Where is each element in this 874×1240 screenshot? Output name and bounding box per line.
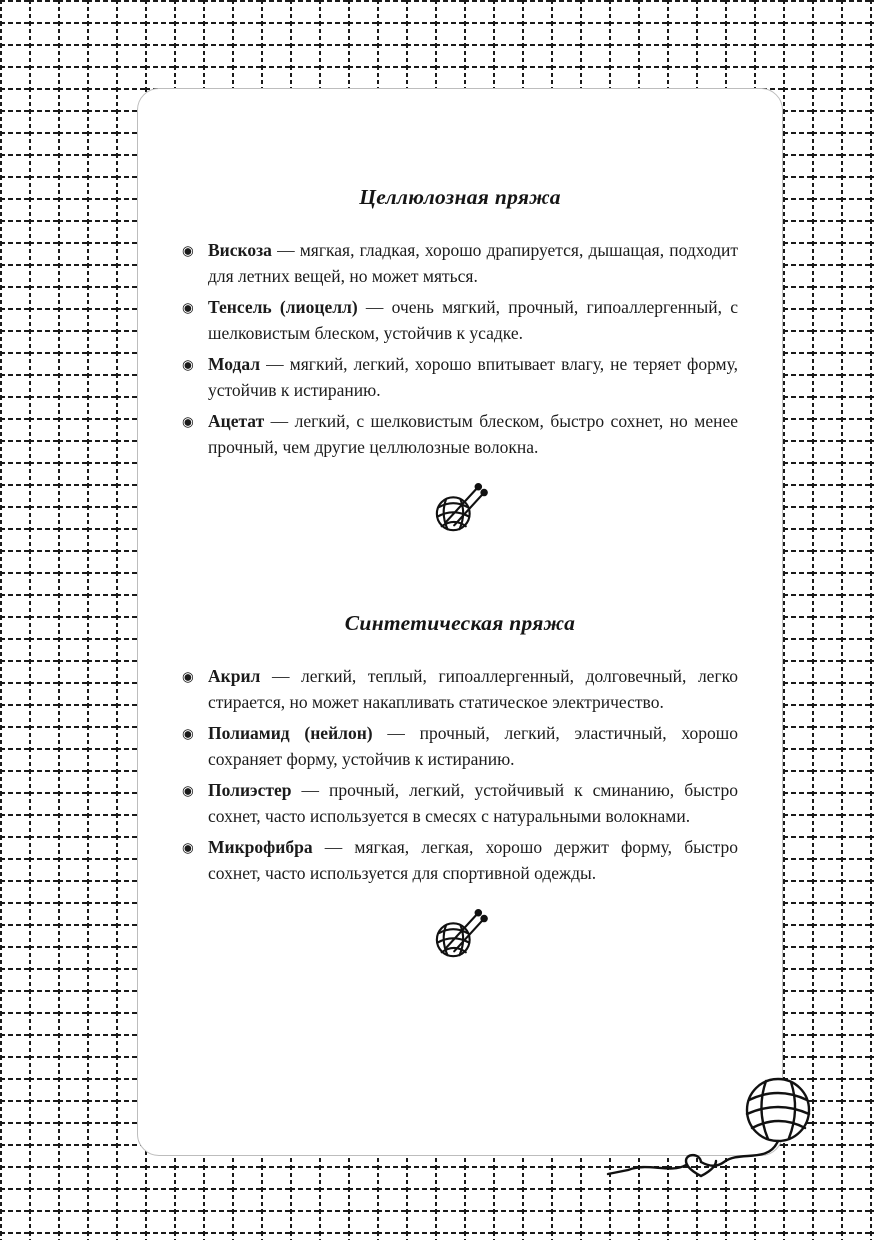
item-desc: — мягкий, легкий, хорошо впитывает влагу, не теряет форму, устойчив к истиранию.	[208, 354, 738, 400]
list-item	[182, 295, 738, 346]
list-item	[182, 238, 738, 289]
item-text	[208, 835, 738, 886]
yarn-list	[182, 664, 738, 886]
section-title: Синтетическая пряжа	[344, 611, 576, 635]
yarn-list	[182, 238, 738, 460]
divider-illustration	[182, 906, 738, 965]
item-text	[208, 295, 738, 346]
list-item	[182, 721, 738, 772]
item-text	[208, 721, 738, 772]
item-desc: — прочный, легкий, эластичный, хорошо сохраняет форму, устойчив к истиранию.	[208, 723, 738, 769]
item-text	[208, 352, 738, 403]
item-desc: — легкий, с шелковистым блеском, быстро сохнет, но менее прочный, чем другие целлюлозные волокна.	[208, 411, 738, 457]
bullet-icon: ◉	[182, 669, 194, 684]
item-term: Полиамид (нейлон)	[208, 723, 373, 743]
section-title: Целлюлозная пряжа	[359, 185, 561, 209]
item-text	[208, 409, 738, 460]
bullet-icon: ◉	[182, 840, 194, 855]
bullet-icon: ◉	[182, 726, 194, 741]
bullet-icon: ◉	[182, 414, 194, 429]
item-desc: — прочный, легкий, устойчивый к сминанию, быстро сохнет, часто используется в смесях с натуральными волокнами.	[208, 780, 738, 826]
content-card	[137, 88, 783, 1156]
item-term: Акрил	[208, 666, 261, 686]
list-item	[182, 409, 738, 460]
item-text	[208, 778, 738, 829]
item-term: Полиэстер	[208, 780, 292, 800]
item-term: Тенсель (лиоцелл)	[208, 297, 358, 317]
item-term: Микрофибра	[208, 837, 313, 857]
item-term: Вискоза	[208, 240, 272, 260]
item-desc: — мягкая, легкая, хорошо держит форму, быстро сохнет, часто используется для спортивной одежды.	[208, 837, 738, 883]
list-item	[182, 352, 738, 403]
yarn-ball-heart-thread-icon	[600, 1066, 830, 1184]
item-term: Модал	[208, 354, 261, 374]
list-item	[182, 664, 738, 715]
bullet-icon: ◉	[182, 357, 194, 372]
item-desc: — мягкая, гладкая, хорошо драпируется, дышащая, подходит для летних вещей, но может мяться.	[208, 240, 738, 286]
item-term: Ацетат	[208, 411, 265, 431]
bullet-icon: ◉	[182, 783, 194, 798]
list-item	[182, 778, 738, 829]
item-text	[208, 238, 738, 289]
section-synthetic-yarn	[182, 611, 738, 965]
list-item	[182, 835, 738, 886]
yarn-ball-needles-icon	[430, 906, 490, 960]
section-cellulose-yarn	[182, 185, 738, 539]
item-text	[208, 664, 738, 715]
item-desc: — очень мягкий, прочный, гипоаллергенный, с шелковистым блеском, устойчив к усадке.	[208, 297, 738, 343]
yarn-ball-needles-icon	[430, 480, 490, 534]
divider-illustration	[182, 480, 738, 539]
bullet-icon: ◉	[182, 243, 194, 258]
item-desc: — легкий, теплый, гипоаллергенный, долговечный, легко стирается, но может накапливать статическое электричество.	[208, 666, 738, 712]
bullet-icon: ◉	[182, 300, 194, 315]
